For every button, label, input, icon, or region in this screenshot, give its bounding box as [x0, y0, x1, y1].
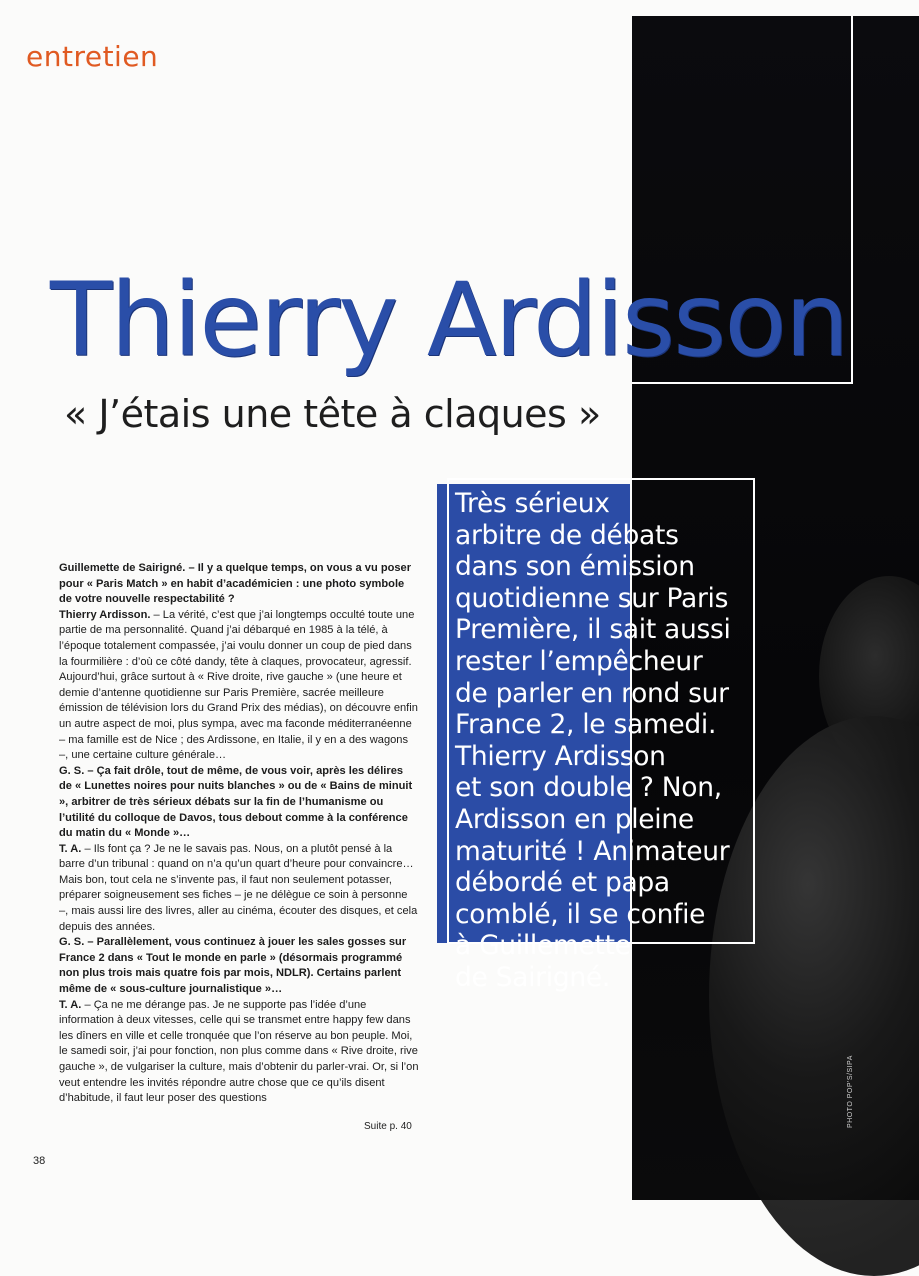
- page-title: Thierry Ardisson: [50, 261, 848, 380]
- standfirst-line: arbitre de débats: [455, 519, 679, 551]
- article-body: [59, 561, 419, 1107]
- standfirst-line: maturité ! Animateur: [455, 835, 730, 867]
- interview-answer: [59, 608, 419, 764]
- standfirst-line: de Sairigné.: [455, 961, 610, 993]
- section-rubric: entretien: [26, 40, 159, 73]
- speaker-name: Guillemette de Sairigné.: [59, 562, 186, 574]
- speaker-name: G. S.: [59, 936, 85, 949]
- standfirst-line: débordé et papa: [455, 867, 670, 899]
- page-subtitle: « J’étais une tête à claques »: [64, 392, 601, 436]
- standfirst-text: [455, 488, 745, 994]
- standfirst-line: Première, il sait aussi: [455, 614, 731, 646]
- standfirst-line: à Guillemette: [455, 930, 631, 962]
- photo-credit: PHOTO POP'S/SIPA: [847, 1055, 854, 1128]
- standfirst-line: quotidienne sur Paris: [455, 582, 729, 614]
- interview-question: [59, 561, 419, 608]
- paragraph-text: – Ça ne me dérange pas. Je ne supporte pas l’idée d’une information à deux vitesses, celle qui se transmet entre happy few dans les dîners en ville et celle tronquée que l’on réserve au bon peuple. Moi, le samedi soir, j’ai pour fonction, non plus comme dans « Rive droite, rive gauche », de vulgariser la culture, mais d’obtenir du parler-vrai. Or, si l’on veut entendre les invités répondre autre chose que ce qu’ils disent d’habitude, il faut leur poser des questions: [59, 998, 419, 1105]
- standfirst-line: rester l’empêcheur: [455, 645, 703, 677]
- standfirst-line: France 2, le samedi.: [455, 709, 717, 741]
- standfirst-line: Ardisson en pleine: [455, 803, 694, 835]
- standfirst-line: Thierry Ardisson: [455, 740, 666, 772]
- paragraph-text: – Il y a quelque temps, on vous a vu poser pour « Paris Match » en habit d’académicien : une photo symbole de votre nouvelle respectabilité ?: [59, 562, 412, 606]
- paragraph-text: – La vérité, c’est que j’ai longtemps occulté toute une partie de ma personnalité. Quand j’ai débarqué en 1985 à la télé, à l’époque totalement compassée, j’ai voulu donner un coup de pied dans la fourmilière : d’où ce côté dandy, tête à claques, provocateur, agressif. Aujourd’hui, grâce surtout à « Rive droite, rive gauche » (une heure et demie d’antenne quotidienne sur Paris Première, sacrée meilleure émission de télévision lors du Grand Prix des médias), on découvre enfin un autre aspect de moi, plus sympa, avec ma faconde méditerranéenne – ma famille est de Nice ; des Ardissone, en Italie, il y en a des wagons –, une certaine culture générale…: [59, 608, 418, 762]
- standfirst-line: et son double ? Non,: [455, 772, 722, 804]
- page-number: 38: [33, 1155, 46, 1167]
- standfirst-line: comblé, il se confie: [455, 898, 706, 930]
- standfirst-line: Très sérieux: [455, 488, 610, 519]
- paragraph-text: – Ils font ça ? Je ne le savais pas. Nous, on a plutôt pensé à la barre d’un tribunal : quand on n’a qu’un quart d’heure pour convaincre… Mais bon, tout cela ne s’invente pas, il faut non seulement potasser, préparer soigneusement ses fiches – je ne délègue ce soin à personne –, mais aussi lire des livres, aller au cinéma, écouter des disques, et cela depuis des années.: [59, 842, 418, 933]
- speaker-name: T. A.: [59, 998, 82, 1011]
- standfirst-line: dans son émission: [455, 551, 695, 583]
- interview-answer: [59, 842, 419, 936]
- speaker-name: Thierry Ardisson.: [59, 608, 151, 621]
- continuation-note: Suite p. 40: [364, 1121, 412, 1132]
- speaker-name: G. S.: [59, 764, 85, 777]
- speaker-name: T. A.: [59, 842, 82, 855]
- interview-question: [59, 764, 419, 842]
- interview-question: [59, 935, 419, 997]
- interview-answer: [59, 998, 419, 1107]
- paragraph-text: – Parallèlement, vous continuez à jouer les sales gosses sur France 2 dans « Tout le monde en parle » (désormais programmé non plus trois mais quatre fois par mois, NDLR). Certains parlent même de « sous-culture journalistique »…: [59, 936, 407, 996]
- standfirst-line: de parler en rond sur: [455, 677, 729, 709]
- paragraph-text: – Ça fait drôle, tout de même, de vous voir, après les délires de « Lunettes noires pour nuits blanches » ou de « Bains de minuit », arbitrer de très sérieux débats sur la fin de l’humanisme ou l’utilité du colloque de Davos, tous debout comme à la conférence du matin du « Monde »…: [59, 764, 413, 840]
